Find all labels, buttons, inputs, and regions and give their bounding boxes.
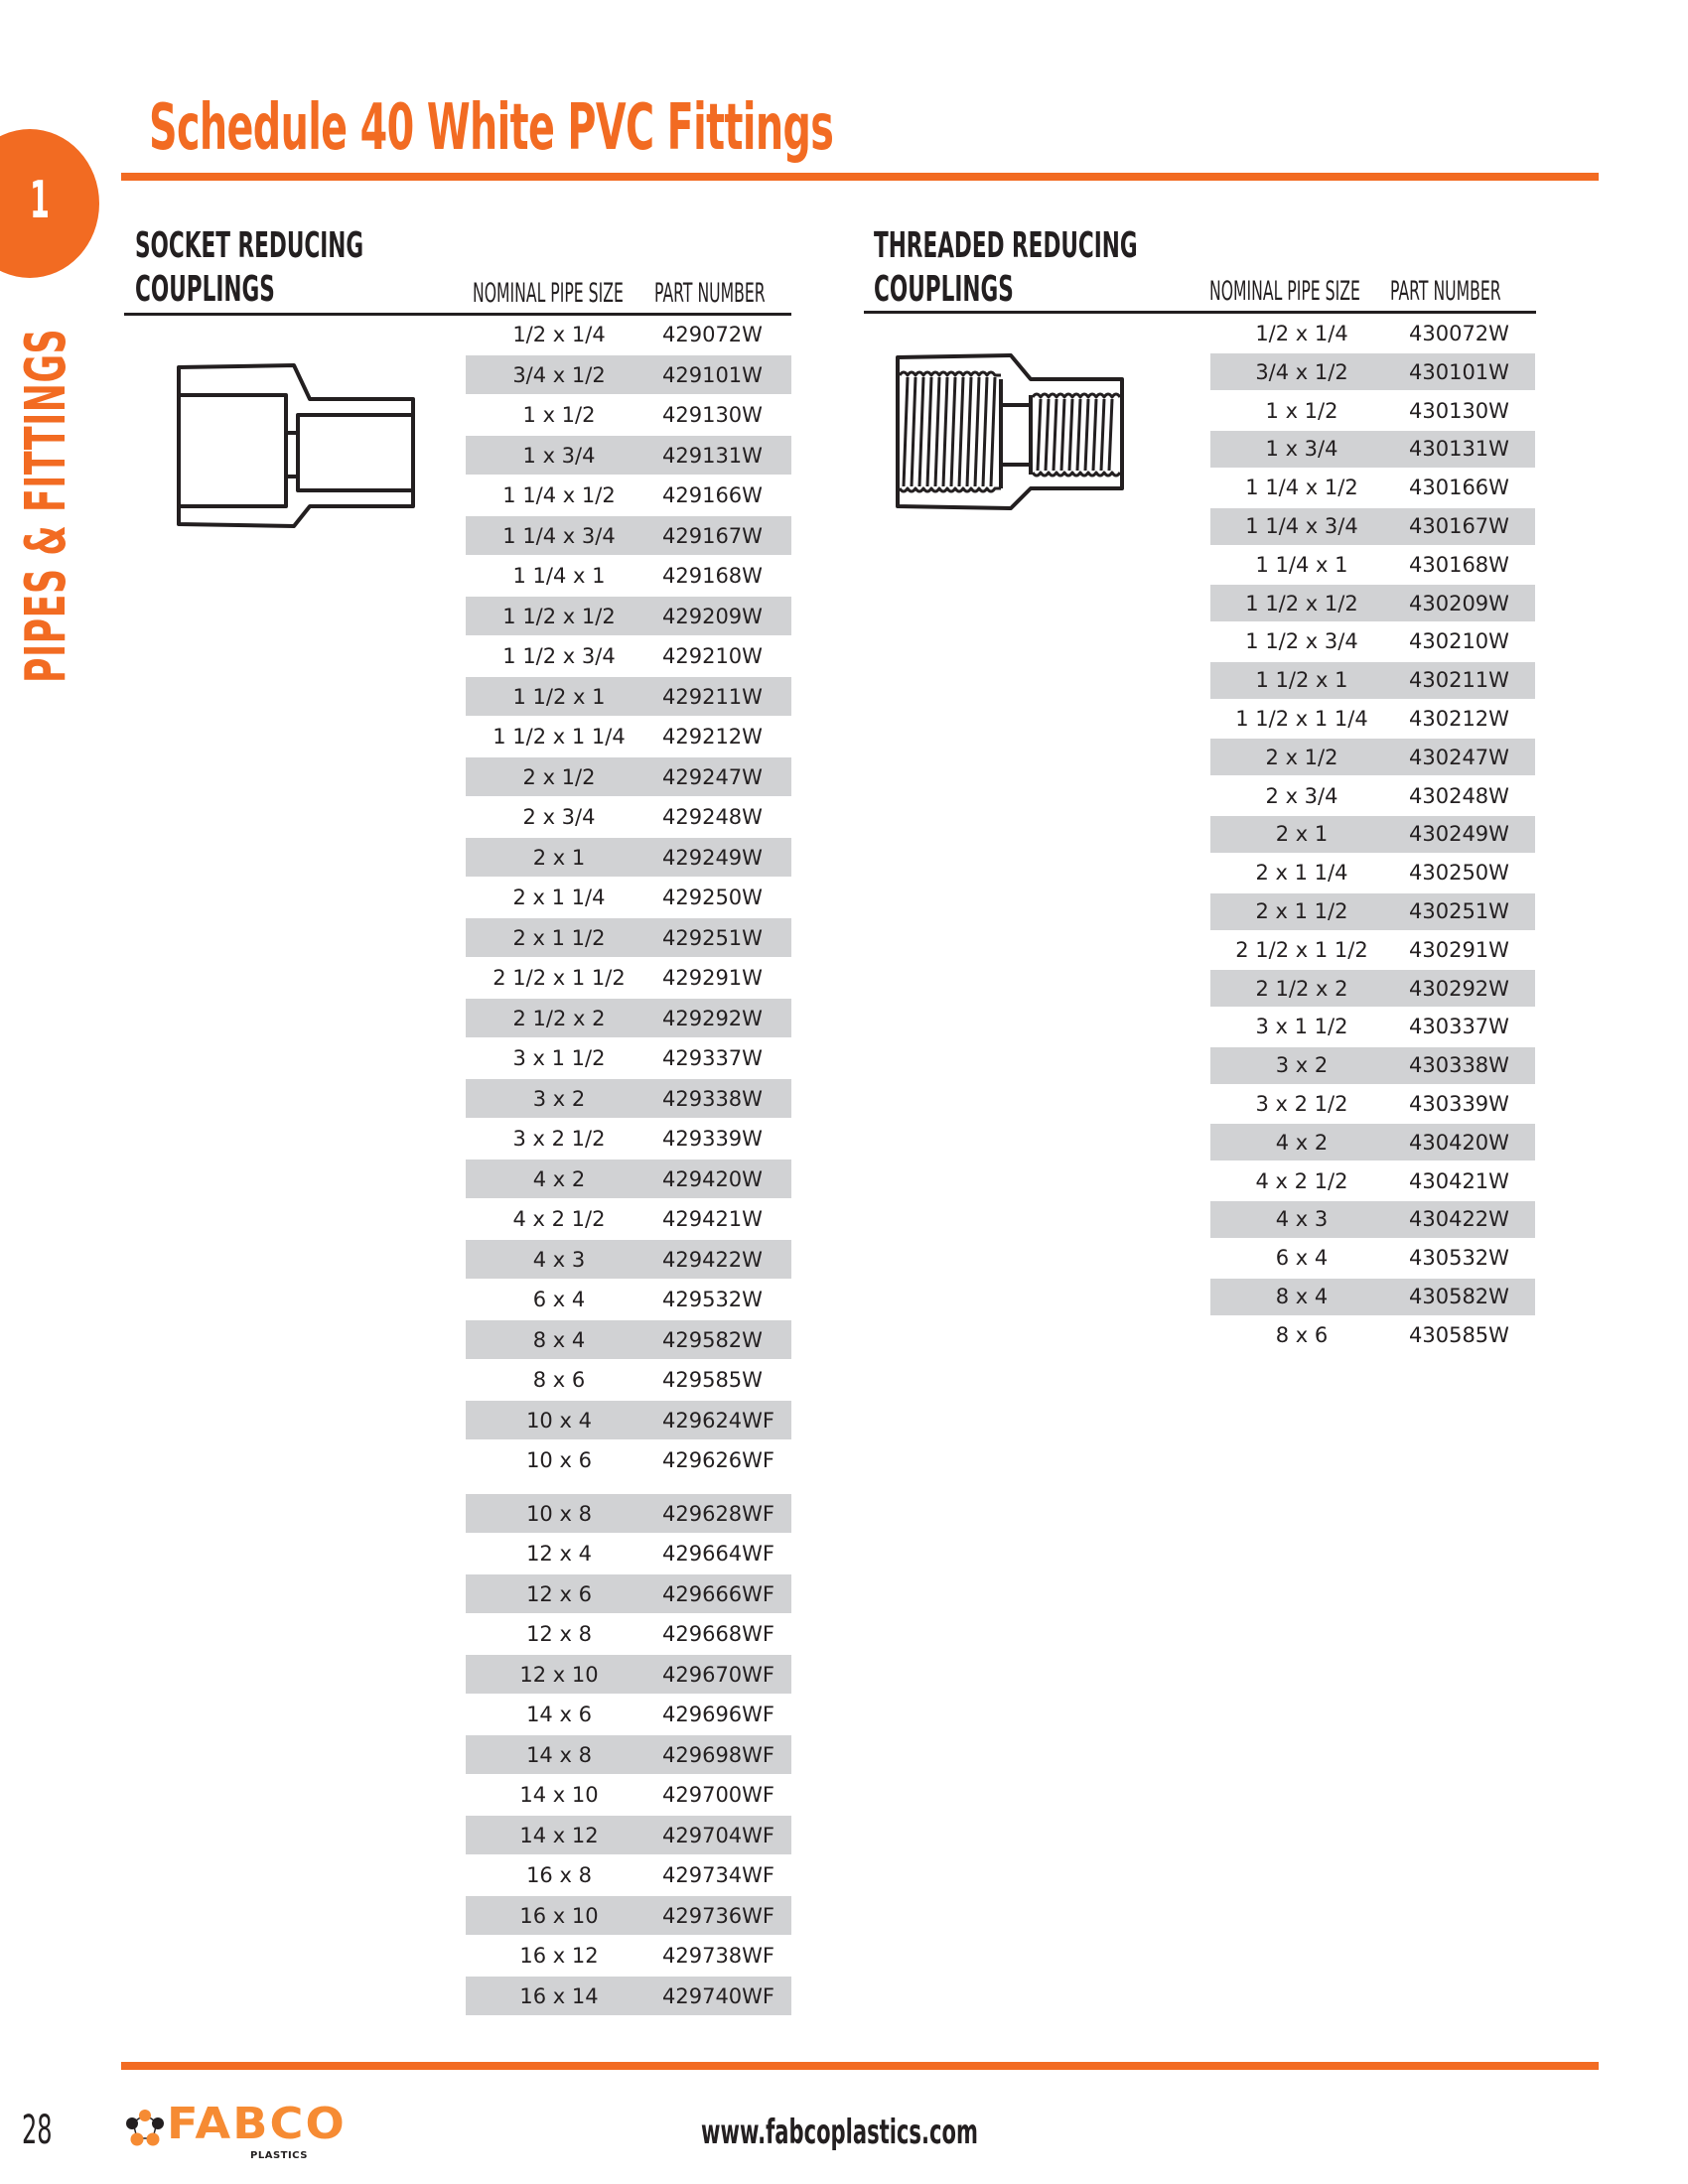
part-number-cell: 430338W [1409,1053,1509,1078]
part-number-cell: 429696WF [662,1703,775,1726]
part-number-cell: 430337W [1409,1015,1509,1039]
threaded-header-part: PART NUMBER [1390,276,1501,307]
part-number-cell: 430072W [1409,322,1509,345]
nominal-pipe-size-cell: 8 x 6 [1275,1322,1329,1347]
nominal-pipe-size-cell: 2 x 3/4 [1265,783,1338,808]
part-number-cell: 429209W [662,604,763,628]
nominal-pipe-size-cell: 2 1/2 x 2 [512,1006,606,1030]
nominal-pipe-size-cell: 12 x 4 [526,1542,592,1566]
part-number-cell: 430250W [1409,861,1509,886]
table-row [1210,1047,1535,1084]
nominal-pipe-size-cell: 12 x 8 [526,1622,592,1646]
part-number-cell: 429168W [662,564,763,588]
nominal-pipe-size-cell: 10 x 6 [526,1448,592,1472]
table-row [466,316,791,354]
socket-header-part: PART NUMBER [654,278,766,309]
part-number-cell: 429249W [662,845,763,870]
table-row [466,1079,791,1118]
table-row [1210,546,1535,583]
side-section-label: PIPES & FITTINGS [14,328,78,683]
nominal-pipe-size-cell: 4 x 2 [532,1166,586,1191]
nominal-pipe-size-cell: 2 x 1 1/2 [1255,899,1348,923]
nominal-pipe-size-cell: 8 x 4 [1275,1285,1329,1308]
nominal-pipe-size-cell: 3/4 x 1/2 [1255,359,1348,384]
part-number-cell: 429700WF [662,1783,775,1807]
table-row [466,677,791,716]
table-row [1210,392,1535,429]
footer-rule [121,2062,1599,2070]
part-number-cell: 430210W [1409,629,1509,654]
table-row [1210,353,1535,390]
table-row [1210,1201,1535,1238]
part-number-cell: 429248W [662,805,763,829]
part-number-cell: 430131W [1409,437,1509,462]
website-link[interactable]: www.fabcoplastics.com [701,2113,978,2152]
table-row [1210,931,1535,968]
part-number-cell: 430211W [1409,668,1509,693]
nominal-pipe-size-cell: 1 1/4 x 3/4 [1245,514,1358,538]
table-row [1210,970,1535,1007]
part-number-cell: 430168W [1409,552,1509,577]
part-number-cell: 429698WF [662,1742,775,1767]
socket-section-title [135,224,363,312]
table-row [1210,470,1535,506]
threaded-table-rule [864,311,1536,314]
part-number-cell: 430291W [1409,937,1509,962]
part-number-cell: 429422W [662,1247,763,1272]
part-number-cell: 429101W [662,362,763,387]
nominal-pipe-size-cell: 1 1/4 x 1/2 [502,483,616,507]
part-number-cell: 429666WF [662,1581,775,1606]
nominal-pipe-size-cell: 8 x 6 [532,1368,586,1392]
part-number-cell: 429734WF [662,1863,775,1887]
nominal-pipe-size-cell: 14 x 6 [526,1703,592,1726]
part-number-cell: 429421W [662,1207,763,1231]
part-number-cell: 429131W [662,443,763,468]
nominal-pipe-size-cell: 16 x 14 [519,1983,599,2008]
nominal-pipe-size-cell: 2 x 1 [1275,822,1329,847]
part-number-cell: 430339W [1409,1092,1509,1116]
part-number-cell: 429420W [662,1166,763,1191]
table-row [466,1200,791,1239]
part-number-cell: 429664WF [662,1542,775,1566]
nominal-pipe-size-cell: 2 x 1 [532,845,586,870]
table-row [466,597,791,635]
table-row [466,1856,791,1895]
table-row [466,1401,791,1439]
table-row [466,557,791,596]
nominal-pipe-size-cell: 1 x 1/2 [522,403,596,427]
part-number-cell: 429704WF [662,1823,775,1847]
part-number-cell: 430532W [1409,1246,1509,1271]
socket-header-size: NOMINAL PIPE SIZE [473,278,624,309]
nominal-pipe-size-cell: 8 x 4 [532,1327,586,1352]
table-row [1210,893,1535,930]
table-row [466,1776,791,1815]
nominal-pipe-size-cell: 14 x 8 [526,1742,592,1767]
chapter-number: 1 [30,171,50,230]
table-row [1210,855,1535,891]
nominal-pipe-size-cell: 2 x 1 1/2 [512,925,606,950]
part-number-cell: 429738WF [662,1944,775,1968]
nominal-pipe-size-cell: 2 1/2 x 2 [1255,976,1348,1001]
part-number-cell: 429130W [662,403,763,427]
nominal-pipe-size-cell: 3 x 2 [532,1086,586,1111]
table-row [1210,508,1535,545]
table-row [1210,1086,1535,1123]
table-row [466,918,791,957]
nominal-pipe-size-cell: 6 x 4 [532,1288,586,1311]
table-row [1210,1124,1535,1160]
nominal-pipe-size-cell: 1 1/2 x 1/2 [1245,591,1358,615]
nominal-pipe-size-cell: 2 x 1 1/4 [512,886,606,909]
part-number-cell: 430421W [1409,1168,1509,1193]
table-row [466,1240,791,1279]
table-row [466,1120,791,1159]
table-row [466,396,791,435]
table-row [466,1535,791,1573]
header-rule [121,173,1599,181]
part-number-cell: 430251W [1409,899,1509,923]
part-number-cell: 429250W [662,886,763,909]
page-title: Schedule 40 White PVC Fittings [149,91,834,165]
part-number-cell: 430130W [1409,398,1509,423]
nominal-pipe-size-cell: 1 x 3/4 [522,443,596,468]
part-number-cell: 429736WF [662,1903,775,1928]
part-number-cell: 429582W [662,1327,763,1352]
nominal-pipe-size-cell: 2 x 1/2 [522,764,596,789]
nominal-pipe-size-cell: 1 1/2 x 1 [512,684,606,709]
table-row [466,477,791,515]
nominal-pipe-size-cell: 4 x 2 [1275,1130,1329,1155]
nominal-pipe-size-cell: 1 1/4 x 1 [1255,552,1348,577]
table-row [466,516,791,555]
nominal-pipe-size-cell: 3 x 1 1/2 [1255,1015,1348,1039]
nominal-pipe-size-cell: 1 1/2 x 1/2 [502,604,616,628]
part-number-cell: 429337W [662,1046,763,1070]
logo-wordmark: FABCO [167,2099,347,2149]
nominal-pipe-size-cell: 10 x 8 [526,1501,592,1526]
logo-subtitle: PLASTICS [250,2150,308,2161]
part-number-cell: 429532W [662,1288,763,1311]
nominal-pipe-size-cell: 1/2 x 1/4 [512,323,606,346]
part-number-cell: 430247W [1409,745,1509,769]
nominal-pipe-size-cell: 12 x 10 [519,1662,599,1687]
socket-title-line2: COUPLINGS [135,269,275,310]
molecule-ring-icon [123,2109,167,2148]
threaded-reducing-coupling-drawing [894,349,1128,514]
part-number-cell: 429740WF [662,1983,775,2008]
part-number-cell: 429212W [662,725,763,749]
nominal-pipe-size-cell: 2 x 3/4 [522,805,596,829]
part-number-cell: 429628WF [662,1501,775,1526]
table-row [466,1735,791,1774]
part-number-cell: 429339W [662,1127,763,1151]
nominal-pipe-size-cell: 4 x 3 [1275,1207,1329,1232]
nominal-pipe-size-cell: 16 x 8 [526,1863,592,1887]
socket-reducing-coupling-drawing [175,359,423,530]
part-number-cell: 429585W [662,1368,763,1392]
table-row [466,355,791,394]
table-row [1210,623,1535,660]
nominal-pipe-size-cell: 16 x 12 [519,1944,599,1968]
nominal-pipe-size-cell: 3 x 2 1/2 [512,1127,606,1151]
part-number-cell: 430248W [1409,783,1509,808]
table-row [466,637,791,676]
nominal-pipe-size-cell: 1 1/2 x 1 1/4 [1235,707,1368,731]
table-row [1210,431,1535,468]
nominal-pipe-size-cell: 2 x 1/2 [1265,745,1338,769]
nominal-pipe-size-cell: 3 x 1 1/2 [512,1046,606,1070]
nominal-pipe-size-cell: 1 1/2 x 3/4 [1245,629,1358,654]
part-number-cell: 429247W [662,764,763,789]
table-row [466,436,791,475]
table-row [466,838,791,877]
nominal-pipe-size-cell: 1 1/4 x 1 [512,564,606,588]
table-row [1210,662,1535,699]
nominal-pipe-size-cell: 4 x 2 1/2 [512,1207,606,1231]
part-number-cell: 430101W [1409,359,1509,384]
part-number-cell: 429166W [662,483,763,507]
nominal-pipe-size-cell: 4 x 2 1/2 [1255,1168,1348,1193]
table-row [1210,1009,1535,1045]
table-row [466,1441,791,1480]
part-number-cell: 430420W [1409,1130,1509,1155]
threaded-title-line2: COUPLINGS [874,269,1014,310]
nominal-pipe-size-cell: 12 x 6 [526,1581,592,1606]
chapter-tab [0,129,99,278]
nominal-pipe-size-cell: 1 1/4 x 3/4 [502,523,616,548]
table-row [466,1696,791,1734]
part-number-cell: 430209W [1409,591,1509,615]
nominal-pipe-size-cell: 1 1/2 x 1 1/4 [492,725,626,749]
nominal-pipe-size-cell: 1 1/2 x 1 [1255,668,1348,693]
part-number-cell: 429210W [662,644,763,668]
threaded-header-size: NOMINAL PIPE SIZE [1209,276,1360,307]
table-row [466,1320,791,1359]
part-number-cell: 429624WF [662,1408,775,1433]
part-number-cell: 429291W [662,966,763,990]
table-row [466,718,791,756]
table-row [466,1281,791,1319]
table-row [466,999,791,1037]
part-number-cell: 430249W [1409,822,1509,847]
table-row [1210,816,1535,853]
part-number-cell: 430212W [1409,707,1509,731]
table-row [466,757,791,796]
part-number-cell: 430582W [1409,1285,1509,1308]
part-number-cell: 429211W [662,684,763,709]
part-number-cell: 430167W [1409,514,1509,538]
part-number-cell: 430422W [1409,1207,1509,1232]
part-number-cell: 430585W [1409,1322,1509,1347]
threaded-title-line1: THREADED REDUCING [874,225,1138,266]
nominal-pipe-size-cell: 1 x 3/4 [1265,437,1338,462]
nominal-pipe-size-cell: 14 x 10 [519,1783,599,1807]
socket-title-line1: SOCKET REDUCING [135,225,364,266]
table-row [466,1937,791,1976]
nominal-pipe-size-cell: 10 x 4 [526,1408,592,1433]
part-number-cell: 429668WF [662,1622,775,1646]
table-row [1210,739,1535,775]
part-number-cell: 429292W [662,1006,763,1030]
part-number-cell: 429626WF [662,1448,775,1472]
part-number-cell: 430292W [1409,976,1509,1001]
table-row [466,1977,791,2015]
part-number-cell: 429670WF [662,1662,775,1687]
nominal-pipe-size-cell: 1 x 1/2 [1265,398,1338,423]
table-row [1210,1279,1535,1315]
nominal-pipe-size-cell: 2 1/2 x 1 1/2 [1235,937,1368,962]
table-row [466,1896,791,1935]
nominal-pipe-size-cell: 3 x 2 1/2 [1255,1092,1348,1116]
table-row [1210,777,1535,814]
part-number-cell: 429167W [662,523,763,548]
table-row [466,879,791,917]
threaded-section-title [874,224,1138,312]
table-row [466,1361,791,1400]
part-number-cell: 429072W [662,323,763,346]
nominal-pipe-size-cell: 1/2 x 1/4 [1255,322,1348,345]
nominal-pipe-size-cell: 3 x 2 [1275,1053,1329,1078]
fabco-logo[interactable] [123,2099,347,2164]
part-number-cell: 429251W [662,925,763,950]
table-row [1210,1240,1535,1277]
table-row [466,1039,791,1078]
table-row [466,798,791,837]
nominal-pipe-size-cell: 1 1/4 x 1/2 [1245,476,1358,500]
table-row [466,1816,791,1854]
nominal-pipe-size-cell: 6 x 4 [1275,1246,1329,1271]
part-number-cell: 430166W [1409,476,1509,500]
table-row [1210,316,1535,352]
nominal-pipe-size-cell: 4 x 3 [532,1247,586,1272]
table-row [1210,701,1535,738]
part-number-cell: 429338W [662,1086,763,1111]
nominal-pipe-size-cell: 14 x 12 [519,1823,599,1847]
table-row [466,1655,791,1694]
nominal-pipe-size-cell: 2 1/2 x 1 1/2 [492,966,626,990]
table-row [1210,1162,1535,1199]
table-row [466,1574,791,1613]
nominal-pipe-size-cell: 3/4 x 1/2 [512,362,606,387]
nominal-pipe-size-cell: 2 x 1 1/4 [1255,861,1348,886]
table-row [466,1494,791,1533]
table-row [1210,585,1535,621]
nominal-pipe-size-cell: 1 1/2 x 3/4 [502,644,616,668]
table-row [466,1615,791,1654]
table-row [466,1160,791,1198]
page-number: 28 [22,2108,53,2153]
nominal-pipe-size-cell: 16 x 10 [519,1903,599,1928]
table-row [1210,1316,1535,1353]
table-row [466,959,791,998]
